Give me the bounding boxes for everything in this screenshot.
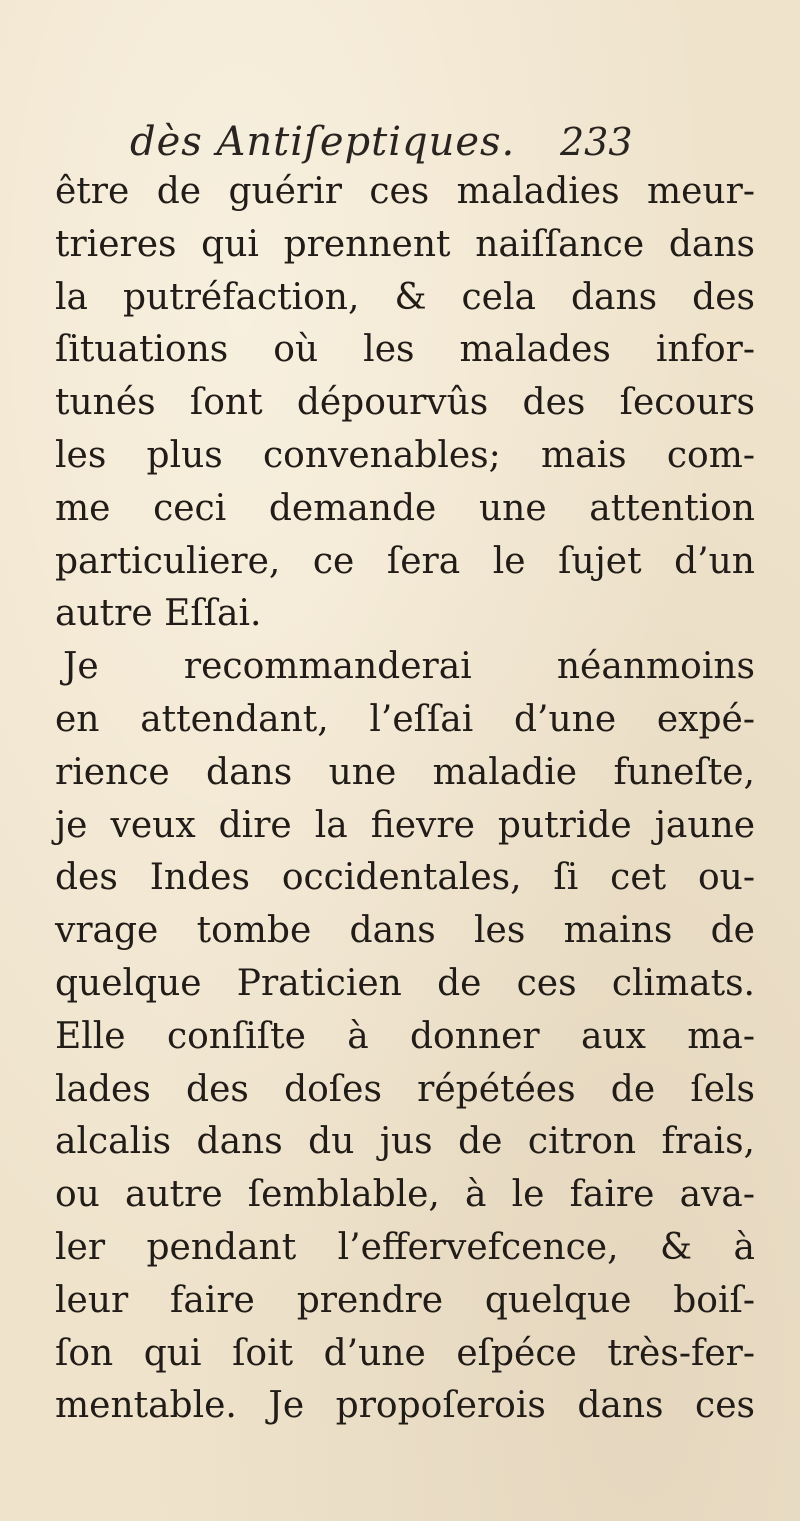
text-line: la putréfaction, & cela dans des bbox=[55, 276, 755, 318]
text-line: autre Eſſai. bbox=[55, 593, 262, 635]
text-line: ler pendant l’effervefcence, & à bbox=[55, 1226, 755, 1268]
page-number: 233 bbox=[560, 120, 633, 164]
text-line: ſon qui ſoit d’une eſpéce très-fer- bbox=[55, 1332, 755, 1374]
running-title: dès Antiſeptiques. bbox=[130, 119, 516, 165]
text-line: quelque Praticien de ces climats. bbox=[55, 962, 755, 1004]
text-line: alcalis dans du jus de citron frais, bbox=[55, 1121, 755, 1163]
text-line: je veux dire la fievre putride jaune bbox=[55, 804, 755, 846]
text-line: les plus convenables; mais com- bbox=[55, 434, 755, 476]
text-line: ſituations où les malades infor- bbox=[55, 329, 755, 371]
text-line: rience dans une maladie funeſte, bbox=[55, 751, 755, 793]
body-text bbox=[55, 166, 755, 1433]
text-line: me ceci demande une attention bbox=[55, 487, 755, 529]
text-line: mentable. Je propoſerois dans ces bbox=[55, 1385, 755, 1427]
text-line: lades des doſes répétées de ſels bbox=[55, 1068, 755, 1110]
text-line: vrage tombe dans les mains de bbox=[55, 910, 755, 952]
text-line: trieres qui prennent naiſſance dans bbox=[55, 223, 755, 265]
text-line: ou autre ſemblable, à le faire ava- bbox=[55, 1174, 755, 1216]
text-line: en attendant, l’eſſai d’une expé- bbox=[55, 698, 755, 740]
text-line: tunés ſont dépourvûs des ſecours bbox=[55, 382, 755, 424]
text-line: être de guérir ces maladies meur- bbox=[55, 171, 755, 212]
text-line: particuliere, ce ſera le ſujet d’un bbox=[55, 540, 755, 582]
page-header bbox=[0, 118, 800, 166]
text-line: Je recommanderai néanmoins bbox=[63, 646, 755, 688]
text-line: Elle conſiſte à donner aux ma- bbox=[55, 1015, 755, 1057]
text-line: des Indes occidentales, ſi cet ou- bbox=[55, 857, 755, 899]
text-line: leur faire prendre quelque boiſ- bbox=[55, 1279, 755, 1321]
